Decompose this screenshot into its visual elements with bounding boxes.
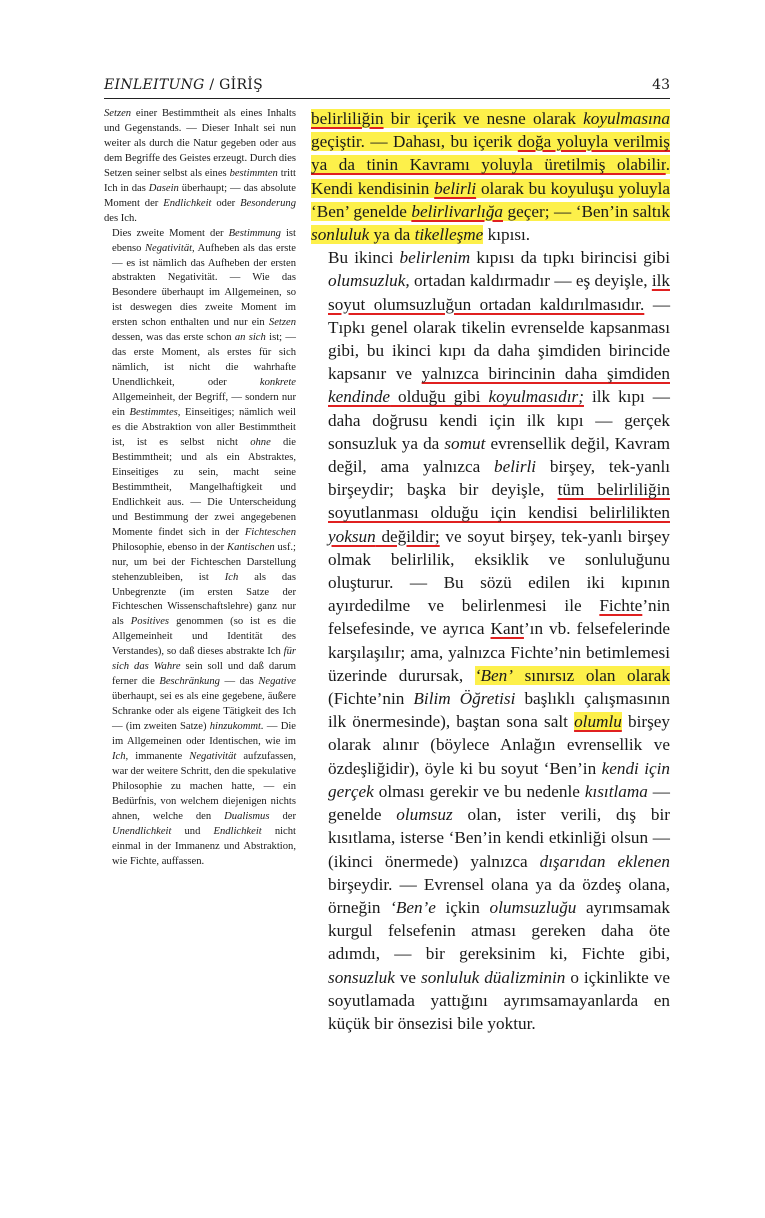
highlighted-text: sınırsız olan olarak [513, 665, 671, 685]
text-span: als das Unbegrenzte (im ersten Satze der Fichteschen Wissenschaftslehre) ganz nur als [112, 571, 297, 628]
italic-text: olumsuz [396, 805, 453, 825]
text-span: kıpısı da tıpkı birincisi gibi [470, 248, 670, 268]
german-paragraph-2 [104, 227, 296, 870]
running-header [104, 77, 670, 97]
italic-text: kendi için gerçek [328, 758, 671, 801]
highlighted-underlined-text: belirliliğin [311, 109, 384, 128]
text-span: içkin [435, 897, 490, 917]
page-number: 43 [652, 77, 670, 93]
text-span: immanente [128, 750, 190, 762]
text-span: — das [219, 676, 259, 688]
text-span: ortadan kaldırmadır — eş deyişle, [409, 271, 652, 291]
italic-text: konkrete [259, 377, 296, 389]
italic-text: sonsuzluk [328, 967, 395, 987]
text-span: (Fichte’nin [328, 689, 414, 709]
italic-text: Kantischen [227, 541, 275, 553]
text-span: ayrımsamak kurgul felsefenin atması gereken daha öte adımdı, — bir gereksinim ki, Fichte gibi, [328, 897, 670, 964]
italic-text: Dasein [148, 182, 179, 194]
text-span: başlıklı çalışmasının ilk önermesinde), baştan sona salt [328, 689, 671, 732]
italic-text: Setzen [104, 108, 132, 119]
italic-text: ‘Ben’e [390, 897, 436, 917]
underlined-text: kendinde [328, 387, 391, 407]
text-span: Einseitiges; nämlich weil es die Abstraktion von aller Bestimmtheit ist, ist es selbst nicht [112, 407, 296, 448]
text-span: birşey, tek-yanlı birşeydir; başka bir deyişle, [328, 457, 670, 500]
underlined-text: olduğu gibi [390, 387, 489, 407]
text-span: des Ich. [104, 212, 137, 224]
text-span: olması gerekir ve bu nedenle [373, 781, 585, 801]
highlighted-text: olarak bu koyuluşu yoluyla ‘Ben’ genelde [311, 178, 670, 221]
highlighted-underlined-text: doğa yoluyla verilmiş ya da tinin Kavramı yoluyla üretilmiş olabilir [311, 132, 670, 175]
underlined-text: Fichte [599, 596, 643, 616]
text-span: evrensellik değil, Kavram değil, ama yalnızca [328, 433, 670, 477]
highlighted-text: bir içerik ve nesne olarak [383, 109, 584, 128]
italic-text: bestimmten [229, 167, 278, 179]
italic-text: Beschränkung [159, 676, 220, 688]
text-span: ist; — das erste Moment, als erstes für sich nämlich, ist nicht die wahrhafte Unendlichkeit, oder [112, 332, 297, 389]
text-span: ve soyut birşey, tek-yanlı birşey olmak belirlilik, eksiklik ve sonluluğunu oluşturur. — Bu sözü edilen iki kıpının ayırdedilme ve belirlenmesi ile [328, 526, 670, 616]
text-span: sein soll und daß darum ferner die [112, 661, 296, 688]
italic-text: olumsuzluk, [328, 271, 410, 291]
text-span: — Tıpkı genel olarak tikelin evrenselde kapsanması gibi, bu ikinci kıpı da daha şimdiden birincide kapsanır ve [328, 294, 671, 384]
text-span: birşeydir. — Evrensel olana ya da özdeş olana, örneğin [328, 874, 670, 917]
running-title [104, 77, 263, 93]
text-span: aufzufassen, war der weitere Schritt, den die spekulative Philosophie zu machen hatte, — ein Bedürfnis, von welchem diejenigen nichts ahnen, welche den [112, 750, 296, 822]
underlined-text: yoksun [328, 526, 376, 546]
text-span: Bu ikinci [328, 248, 400, 268]
italic-text: belirlenim [399, 248, 471, 268]
running-title-separator: / [204, 77, 220, 93]
text-span: überhaupt; — das absolute Moment der [104, 182, 296, 209]
turkish-column [311, 107, 670, 1035]
text-span: überhaupt, sei es als eine gegebene, äußere Schranke oder als eigene Tätigkeit des Ich — (im zweiten Satze) [112, 691, 296, 733]
italic-text: Bestimmung [228, 227, 281, 239]
text-span: — Die im Allgemeinen oder Identischen, wie im [112, 721, 297, 748]
turkish-paragraph-2 [311, 246, 670, 1035]
text-span: Philosophie, ebenso in der [112, 541, 227, 553]
text-span: Allgemeinheit, der Begriff, — sondern nur ein [112, 392, 296, 419]
highlighted-text: ya da [369, 225, 415, 245]
highlighted-text: ‘Ben’ [474, 665, 513, 685]
text-span: ist ebenso [112, 227, 296, 254]
italic-text: kısıtlama [584, 781, 648, 801]
highlighted-underlined-text: olumlu [574, 712, 622, 732]
text-span: nicht einmal in der Immanenz und Abstraktion, wie Fichte, auffassen. [112, 825, 296, 867]
text-span: der [269, 810, 296, 822]
italic-text: hinzukommt. [209, 721, 264, 733]
italic-text: Negative [258, 676, 296, 688]
italic-text: Ich, [112, 750, 129, 762]
italic-text: Endlichkeit [163, 197, 212, 209]
text-span: — genelde [328, 781, 670, 825]
italic-text: belirli [494, 457, 537, 477]
german-paragraph-1 [104, 107, 296, 227]
highlighted-underlined-text: belirli [434, 178, 477, 198]
text-span: und [171, 825, 214, 837]
italic-text: Endlichkeit [213, 825, 262, 837]
text-span: dessen, was das erste schon [112, 332, 235, 344]
italic-text: an sich [234, 332, 266, 344]
text-span: usf.; nur, um bei der Fichteschen Darstellung stehenzubleiben, ist [112, 541, 296, 583]
italic-text: olumsuzluğu [489, 897, 577, 917]
text-span: die Bestimmtheit; und als ein Abstraktes, Einseitiges zu sein, macht seine Bestimmtheit, Mangelhaftigkeit und Endlichkeit aus. — Die Unterscheidung und Bestimmung der zwei angegebenen Momente findet sich in der [112, 436, 296, 538]
underlined-text: Kant [490, 619, 524, 639]
text-span: oder [211, 197, 241, 209]
running-title-italic: EINLEITUNG [104, 77, 205, 93]
underlined-text: koyulmasıdır; [488, 387, 584, 407]
italic-text: Positives [130, 616, 170, 628]
text-span: ilk kıpı — daha doğrusu kendi için ilk kıpı — gerçek sonsuzluk ya da [328, 387, 670, 453]
highlighted-underlined-text: belirlivarlığa [411, 201, 504, 221]
italic-text: Setzen [268, 317, 296, 329]
underlined-text: değildir; [375, 526, 440, 546]
italic-text: Bilim Öğretisi [413, 689, 516, 709]
text-span: ve [394, 967, 421, 987]
italic-text: dışarıdan eklenen [539, 851, 671, 871]
italic-text: Dualismus [224, 810, 270, 822]
italic-text: Negativität, [144, 242, 195, 254]
highlighted-text: geçiştir. — Dahası, bu içerik [311, 132, 518, 152]
text-span: ’nin felsefesinde, ve ayrıca [328, 596, 670, 639]
italic-text: Ich [224, 571, 239, 583]
text-span: birşey olarak alınır (böylece Anlağın evrensellik ve özdeşliğidir), öyle ki bu soyut ‘Ben’in [328, 712, 670, 778]
italic-text: sonluluk düalizminin [421, 967, 566, 987]
italic-text: für sich das Wahre [112, 646, 296, 673]
text-span: genommen (so ist es die Allgemeinheit und Identität des Verstandes), so daß dieses abstrakte Ich [112, 616, 296, 658]
underlined-text: yalnızca birincinin daha şimdiden [421, 364, 670, 384]
german-column [104, 107, 296, 870]
text-span: olan, ister verili, dış bir kısıtlama, isterse ‘Ben’in kendi etkinliği olsun — (ikinci önermede) yalnızca [328, 805, 670, 871]
highlighted-text: . Kendi kendisinin [311, 155, 670, 198]
running-title-rest: GİRİŞ [219, 77, 264, 93]
italic-text: Besonderung [240, 197, 296, 209]
highlighted-text: sonluluk [311, 225, 370, 245]
italic-text: Unendlichkeit [112, 825, 172, 837]
italic-text: Bestimmtes, [129, 407, 181, 419]
text-span: Dies zweite Moment der [112, 227, 229, 239]
highlighted-text: geçer; — ‘Ben’in saltık [503, 201, 670, 221]
text-span: Aufheben als das erste — es ist nämlich das Aufheben der ersten abstrakten Negativität. — Wie das Besondere überhaupt im Allgemeinen, so ist deswegen dies zweite Moment im ersten schon enthalten und nur ein [112, 242, 296, 329]
text-span: ’ın vb. felsefelerinde karşılaşılır; ama, yalnızca Fichte’nin betimlemesi üzerinde durursak, [328, 619, 671, 685]
highlighted-text: tikelleşme [414, 225, 484, 245]
header-rule [104, 98, 670, 99]
text-span: einer Bestimmtheit als eines Inhalts und Gegenstands. — Dieser Inhalt sei nun weiter als durch die Natur gegeben oder aus dem Begriffe des Geistes erzeugt. Durch dies Setzen seiner selbst als eines [104, 108, 296, 179]
highlighted-text: koyulmasına [583, 109, 670, 128]
italic-text: Fichteschen [244, 526, 296, 538]
text-span: kıpısı. [483, 225, 531, 245]
underlined-text: ilk soyut olumsuzluğun ortadan kaldırılmasıdır. [328, 271, 670, 314]
italic-text: ohne [250, 436, 271, 448]
italic-text: Negativität [189, 750, 237, 762]
text-span: o içkinlikte ve soyutlamada yattığını ayrımsamayanlarda en küçük bir önsezisi bile yoktur. [328, 967, 670, 1033]
turkish-paragraph-1 [311, 107, 670, 246]
text-span: tritt Ich in das [104, 167, 296, 194]
italic-text: somut [444, 433, 486, 453]
underlined-text: tüm belirliliğin soyutlanması olduğu için kendisi belirlilikten [328, 480, 670, 523]
